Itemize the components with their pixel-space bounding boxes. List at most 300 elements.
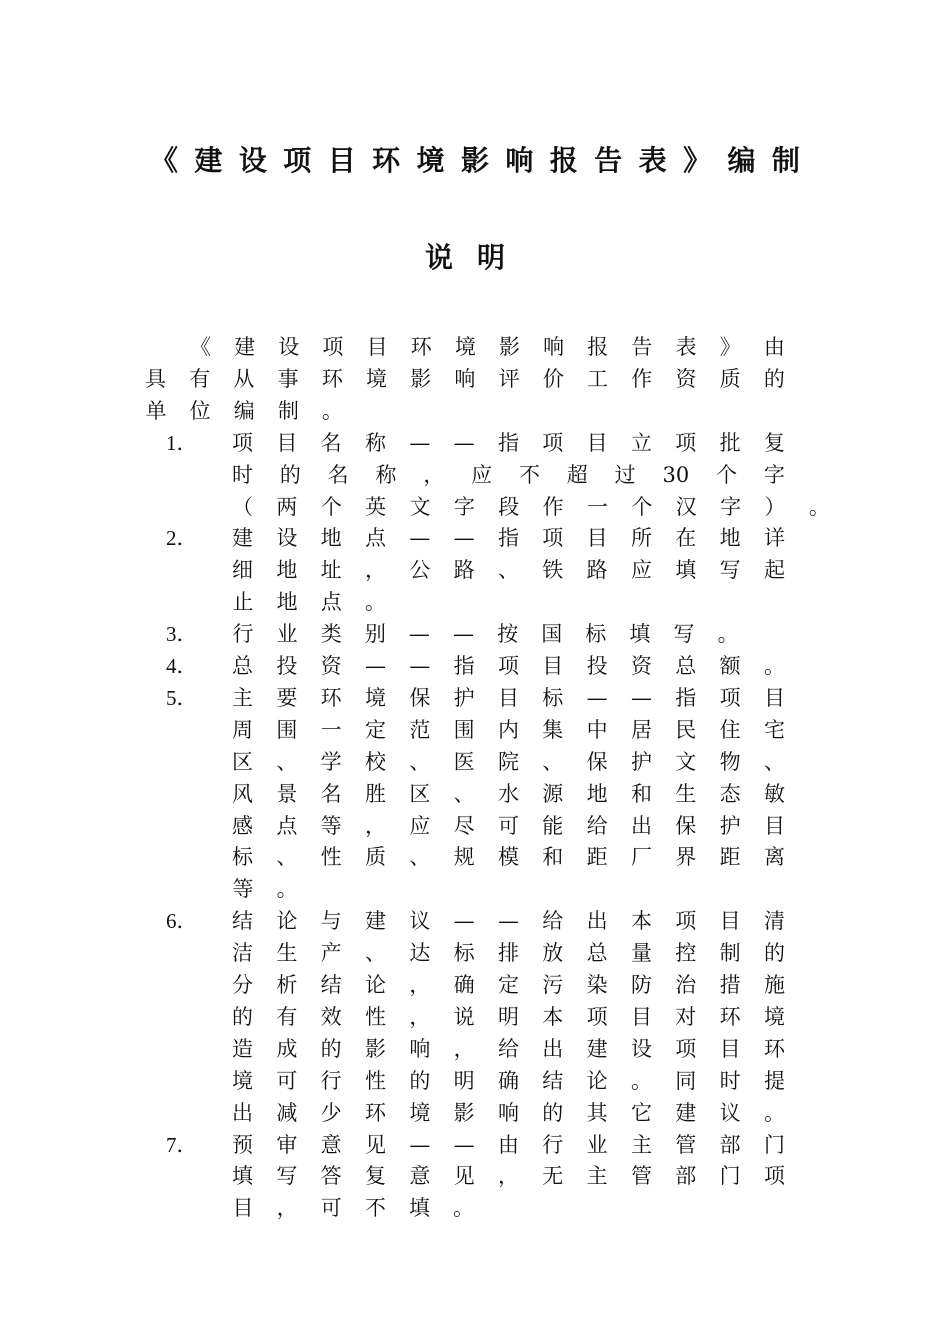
item-line-glyph: 要: [276, 685, 298, 710]
item-line-glyph: 规: [453, 845, 475, 870]
document-title-line1: [150, 141, 800, 181]
item-line-glyph: 指: [497, 526, 519, 551]
item-number: 2．: [166, 526, 198, 551]
title-line1-glyph: 项: [283, 144, 312, 177]
intro-line-glyph: 目: [366, 335, 388, 359]
item-line-glyph: 宅: [763, 717, 785, 742]
item-line-glyph: 环: [320, 685, 342, 710]
item-line-glyph: 写: [276, 1164, 298, 1189]
item-line-glyph: 址: [320, 558, 342, 583]
item-line-glyph: 目: [719, 1036, 741, 1061]
item-line-glyph: 的: [232, 1004, 253, 1029]
item-line-glyph: 填: [408, 1196, 430, 1221]
item-line-glyph: 性: [320, 845, 342, 870]
item-line-glyph: 的: [763, 941, 785, 966]
item-line-glyph: 投: [276, 654, 298, 678]
item-line-glyph: 有: [276, 1004, 298, 1029]
item-line-glyph: 两: [276, 494, 298, 519]
item-line-glyph: 不: [364, 1196, 386, 1221]
item-line-glyph: 答: [320, 1164, 342, 1189]
item-line-glyph: 、: [409, 845, 431, 870]
item-line-glyph: 环: [364, 1100, 386, 1125]
item-line-glyph: 项: [763, 1164, 785, 1189]
item-line-glyph: 由: [497, 1132, 519, 1157]
item-line: [232, 714, 785, 746]
item-line-glyph: 污: [542, 973, 564, 997]
item-line-glyph: 校: [364, 749, 386, 774]
item-line-glyph: 。: [763, 1100, 785, 1125]
item-line-glyph: ，: [409, 973, 431, 997]
item-line-glyph: 性: [364, 1004, 386, 1029]
item-line-glyph: 措: [719, 973, 741, 997]
item-line-glyph: 中: [586, 717, 608, 742]
item-line-glyph: 控: [675, 941, 697, 966]
item-line-glyph: 30: [662, 462, 690, 487]
item-line: [232, 778, 785, 810]
item-line-glyph: 确: [497, 1068, 519, 1093]
item-line-glyph: 护: [630, 749, 652, 774]
item-line-glyph: 行: [320, 1068, 342, 1093]
item-line-glyph: 管: [675, 1132, 697, 1157]
item-line-glyph: 详: [763, 526, 785, 551]
item-line-glyph: 目: [763, 813, 785, 838]
intro-line-glyph: 境: [454, 335, 476, 359]
title-line2-glyph: 说: [425, 241, 454, 274]
item-line-glyph: —: [364, 654, 386, 678]
item-line-glyph: 居: [630, 717, 652, 742]
item-line-glyph: 等: [320, 813, 342, 838]
item-number: 1．: [166, 430, 198, 455]
item-line-glyph: 、: [453, 781, 475, 806]
item-line-glyph: 设: [630, 1036, 652, 1061]
item-line: [232, 522, 785, 554]
item-line-glyph: 目: [586, 526, 608, 551]
item-line-glyph: 目: [276, 430, 298, 455]
intro-line-glyph: 具: [145, 366, 166, 391]
item-line-glyph: 析: [276, 973, 298, 997]
item-line-glyph: 质: [364, 845, 386, 870]
item-line-glyph: 。: [808, 494, 830, 519]
item-line-glyph: ）: [764, 494, 786, 519]
item-line-glyph: 明: [497, 1004, 519, 1029]
item-number: 7．: [166, 1132, 198, 1157]
item-line-glyph: 护: [453, 685, 475, 710]
item-line-glyph: 文: [409, 494, 431, 519]
intro-line-glyph: 告: [631, 335, 653, 359]
intro-line-glyph: 从: [233, 366, 255, 391]
item-line-glyph: 等: [232, 877, 254, 902]
item-line-glyph: 见: [364, 1132, 386, 1157]
intro-line: [134, 395, 354, 427]
item-line: [232, 1160, 785, 1192]
item-line-glyph: 尽: [453, 813, 475, 838]
item-line-glyph: 预: [232, 1132, 253, 1157]
item-line-glyph: 地: [586, 781, 608, 806]
intro-line: [190, 331, 785, 363]
item-line-glyph: 可: [320, 1196, 342, 1221]
item-line-glyph: 类: [320, 622, 342, 647]
intro-line-glyph: 响: [454, 366, 476, 391]
item-line-glyph: 门: [719, 1164, 741, 1189]
intro-line-glyph: 》: [719, 335, 741, 359]
intro-line-glyph: 设: [278, 335, 300, 359]
item-line-glyph: 可: [497, 813, 519, 838]
item-line-glyph: 院: [497, 749, 519, 774]
item-line-glyph: 议: [719, 1100, 741, 1125]
item-line-glyph: 主: [232, 685, 253, 710]
item-line-glyph: 项: [497, 654, 519, 678]
item-line-glyph: 源: [542, 781, 564, 806]
item-line-glyph: 集: [542, 717, 564, 742]
item-line-glyph: —: [586, 685, 608, 710]
item-line-glyph: 标: [542, 685, 564, 710]
item-line-glyph: 其: [586, 1100, 608, 1125]
item-line-glyph: 内: [497, 717, 519, 742]
item-line-glyph: 地: [276, 558, 298, 583]
intro-line-glyph: 有: [189, 366, 211, 391]
item-line-glyph: 厂: [630, 845, 652, 870]
item-line-glyph: 结: [232, 909, 253, 934]
item-line-glyph: 文: [675, 749, 697, 774]
item-line-glyph: 目: [630, 1004, 652, 1029]
item-line-glyph: 出: [586, 909, 608, 934]
item-line: [232, 969, 785, 1001]
item-line-glyph: —: [409, 430, 431, 455]
title-line1-glyph: 响: [505, 144, 534, 177]
item-line-glyph: 部: [719, 1132, 741, 1157]
item-line-glyph: 标: [453, 941, 475, 966]
item-line-glyph: 点: [364, 526, 386, 551]
item-line-glyph: 达: [409, 941, 431, 966]
item-line-glyph: 项: [719, 685, 741, 710]
item-line-glyph: 建: [675, 1100, 697, 1125]
item-line-glyph: 境: [364, 685, 386, 710]
title-line2-glyph: 明: [476, 241, 505, 274]
item-line: [232, 650, 785, 682]
intro-line-glyph: 由: [763, 335, 785, 359]
item-line-glyph: 标: [232, 845, 253, 870]
intro-line-glyph: 质: [719, 366, 741, 391]
item-line-glyph: 设: [276, 526, 298, 551]
item-line-glyph: 行: [542, 1132, 564, 1157]
item-line-glyph: 同: [675, 1068, 697, 1093]
intro-line-glyph: 报: [587, 335, 609, 359]
item-line: [232, 937, 785, 969]
title-line1-glyph: 建: [194, 144, 223, 177]
item-line-glyph: 应: [630, 558, 652, 583]
title-line1-glyph: 报: [549, 144, 578, 177]
item-line-glyph: 明: [453, 1068, 475, 1093]
item-line-glyph: 建: [232, 526, 253, 551]
item-line-glyph: 、: [497, 558, 519, 583]
item-line-glyph: 铁: [542, 558, 564, 583]
title-line1-glyph: 》: [683, 144, 712, 177]
item-line-glyph: 审: [276, 1132, 298, 1157]
item-line-glyph: 目: [542, 654, 564, 678]
intro-line-glyph: 影: [498, 335, 520, 359]
item-line-glyph: 物: [719, 749, 741, 774]
item-line-glyph: 应: [409, 813, 431, 838]
item-line: [232, 1097, 785, 1129]
item-number: 5．: [166, 685, 198, 710]
intro-line-glyph: 建: [234, 335, 256, 359]
item-line-glyph: 本: [542, 1004, 564, 1029]
item-line-glyph: —: [409, 654, 431, 678]
item-number: 3．: [166, 622, 198, 647]
title-line1-glyph: 制: [771, 144, 800, 177]
item-line-glyph: 保: [586, 749, 608, 774]
intro-line-glyph: 编: [233, 398, 255, 423]
intro-line-glyph: 位: [189, 398, 211, 423]
item-line: [232, 1033, 785, 1065]
item-line: [232, 491, 830, 523]
item-line-glyph: 区: [232, 749, 253, 774]
item-line-glyph: 、: [364, 941, 386, 966]
item-line-glyph: 学: [320, 749, 342, 774]
item-line-glyph: 个: [716, 462, 738, 487]
item-line-glyph: 门: [763, 1132, 785, 1157]
item-line-glyph: 境: [232, 1068, 253, 1093]
item-line-glyph: 投: [586, 654, 608, 678]
item-line-glyph: 周: [232, 717, 253, 742]
item-line-glyph: 过: [614, 462, 636, 487]
item-line-glyph: 目: [763, 685, 785, 710]
item-line-glyph: 总: [675, 654, 697, 678]
title-line1-glyph: 《: [150, 144, 179, 177]
item-line-glyph: 本: [630, 909, 652, 934]
item-line-glyph: 项: [675, 909, 697, 934]
item-line-glyph: 写: [719, 558, 741, 583]
item-line-glyph: 地: [719, 526, 741, 551]
item-line-glyph: ，: [497, 1164, 519, 1189]
item-line: [232, 427, 785, 459]
item-line-glyph: 时: [719, 1068, 741, 1093]
item-line-glyph: 目: [232, 1196, 254, 1221]
item-line-glyph: ，: [453, 1036, 475, 1061]
item-line-glyph: 说: [453, 1004, 475, 1029]
item-line-glyph: 指: [497, 430, 519, 455]
item-number: 6．: [166, 909, 198, 934]
item-line-glyph: 定: [364, 717, 386, 742]
item-line-glyph: 性: [364, 1068, 386, 1093]
item-line-glyph: ，: [364, 813, 386, 838]
item-line-glyph: 、: [276, 749, 298, 774]
item-line-glyph: 项: [675, 430, 697, 455]
item-line-glyph: 医: [453, 749, 475, 774]
item-line-glyph: 环: [719, 1004, 741, 1029]
item-line-glyph: 批: [719, 430, 741, 455]
item-line-glyph: 保: [675, 813, 697, 838]
item-line-glyph: ，: [409, 1004, 431, 1029]
item-line-glyph: 可: [276, 1068, 298, 1093]
item-line-glyph: 意: [320, 1132, 342, 1157]
item-line-glyph: 。: [276, 877, 298, 902]
item-line-glyph: 论: [364, 973, 386, 997]
item-line-glyph: 与: [320, 909, 342, 934]
item-line-glyph: 字: [720, 494, 742, 519]
item-line-glyph: 主: [630, 1132, 652, 1157]
item-line-glyph: 境: [763, 1004, 785, 1029]
item-line-glyph: 界: [675, 845, 697, 870]
item-line-glyph: 填: [629, 622, 651, 647]
item-line-glyph: 项: [232, 430, 253, 455]
item-line-glyph: 量: [630, 941, 652, 966]
intro-line-glyph: 环: [410, 335, 432, 359]
item-line-glyph: 无: [542, 1164, 564, 1189]
item-line-glyph: 、: [409, 749, 431, 774]
item-line-glyph: 国: [541, 622, 563, 647]
item-line-glyph: 不: [518, 462, 540, 487]
item-line-glyph: 结: [542, 1068, 564, 1093]
item-line-glyph: （: [232, 494, 253, 519]
item-line-glyph: 建: [364, 909, 386, 934]
title-line1-glyph: 告: [594, 144, 623, 177]
item-line-glyph: 范: [409, 717, 431, 742]
item-line-glyph: 目: [719, 909, 741, 934]
item-line-glyph: 行: [232, 622, 254, 647]
item-line-glyph: 名: [320, 781, 342, 806]
title-line1-glyph: 编: [727, 144, 756, 177]
item-line-glyph: 管: [630, 1164, 652, 1189]
item-line-glyph: 建: [586, 1036, 608, 1061]
item-line-glyph: 资: [630, 654, 652, 678]
item-line-glyph: 给: [586, 813, 608, 838]
item-line-glyph: 名: [320, 430, 342, 455]
item-line: [232, 905, 785, 937]
item-line-glyph: 水: [497, 781, 519, 806]
item-line: [221, 586, 397, 618]
item-line-glyph: 论: [586, 1068, 608, 1093]
item-line-glyph: 别: [364, 622, 386, 647]
item-line-glyph: 出: [630, 813, 652, 838]
item-line-glyph: 排: [497, 941, 519, 966]
item-line-glyph: 地: [320, 526, 342, 551]
intro-line-glyph: 价: [542, 366, 564, 391]
item-line: [221, 618, 750, 650]
item-line: [232, 554, 785, 586]
item-line-glyph: 复: [364, 1164, 386, 1189]
item-line-glyph: 的: [320, 1036, 342, 1061]
document-title-line2: [425, 238, 505, 278]
item-line-glyph: —: [453, 1132, 475, 1157]
item-line-glyph: 定: [497, 973, 519, 997]
item-line-glyph: 称: [364, 430, 386, 455]
item-line-glyph: 。: [717, 622, 739, 647]
item-line-glyph: 时: [232, 462, 253, 487]
intro-line-glyph: 表: [675, 335, 697, 359]
item-line: [232, 682, 785, 714]
item-line-glyph: 产: [320, 941, 342, 966]
item-line-glyph: —: [453, 909, 475, 934]
item-line-glyph: 见: [453, 1164, 475, 1189]
item-line-glyph: 部: [675, 1164, 697, 1189]
item-line-glyph: 一: [587, 494, 608, 519]
item-line: [232, 746, 785, 778]
item-line-glyph: 的: [409, 1068, 431, 1093]
item-line: [232, 810, 785, 842]
item-line-glyph: 个: [320, 494, 342, 519]
item-line-glyph: 应: [471, 462, 493, 487]
intro-line-glyph: 《: [190, 335, 211, 359]
item-line-glyph: 模: [497, 845, 519, 870]
item-line-glyph: 治: [675, 973, 697, 997]
item-line-glyph: 点: [320, 590, 342, 615]
item-line-glyph: 区: [409, 781, 431, 806]
item-line-glyph: 响: [497, 1100, 519, 1125]
item-line-glyph: 项: [542, 526, 564, 551]
item-line-glyph: 保: [409, 685, 431, 710]
item-line-glyph: 制: [719, 941, 741, 966]
item-line-glyph: 止: [232, 590, 254, 615]
item-line-glyph: 染: [586, 973, 608, 997]
item-number: 4．: [166, 654, 198, 678]
intro-line-glyph: 作: [631, 366, 653, 391]
item-line-glyph: 段: [498, 494, 520, 519]
item-line-glyph: 它: [630, 1100, 652, 1125]
item-line: [232, 459, 785, 491]
item-line-glyph: 环: [763, 1036, 785, 1061]
item-line-glyph: 确: [453, 973, 475, 997]
title-line1-glyph: 环: [372, 144, 401, 177]
item-line-glyph: 立: [630, 430, 652, 455]
item-line-glyph: —: [453, 526, 475, 551]
item-line-glyph: 景: [276, 781, 298, 806]
item-line-glyph: 距: [586, 845, 608, 870]
item-line-glyph: 按: [497, 622, 519, 647]
intro-line-glyph: 事: [277, 366, 299, 391]
item-line-glyph: 民: [675, 717, 697, 742]
item-line-glyph: 对: [675, 1004, 697, 1029]
intro-line-glyph: 环: [321, 366, 343, 391]
item-line-glyph: 指: [453, 654, 475, 678]
item-line-glyph: 感: [232, 813, 253, 838]
title-line1-glyph: 目: [327, 144, 356, 177]
item-line-glyph: 路: [586, 558, 608, 583]
intro-line-glyph: 。: [321, 398, 343, 423]
item-line-glyph: 防: [630, 973, 652, 997]
item-line-glyph: 标: [585, 622, 607, 647]
title-line1-glyph: 影: [460, 144, 489, 177]
item-line-glyph: 字: [453, 494, 475, 519]
item-line-glyph: 起: [763, 558, 785, 583]
item-line-glyph: 项: [542, 430, 564, 455]
intro-line: [145, 363, 785, 395]
item-line-glyph: 点: [276, 813, 298, 838]
item-line-glyph: 目: [497, 685, 519, 710]
item-line-glyph: —: [409, 526, 431, 551]
item-line: [232, 841, 785, 873]
item-line-glyph: 结: [320, 973, 342, 997]
item-line-glyph: ，: [364, 558, 386, 583]
item-line-glyph: 住: [719, 717, 741, 742]
intro-line-glyph: 项: [322, 335, 344, 359]
item-line-glyph: 少: [320, 1100, 342, 1125]
item-line-glyph: 目: [586, 430, 608, 455]
item-line-glyph: 减: [276, 1100, 298, 1125]
item-line-glyph: 效: [320, 1004, 342, 1029]
item-line-glyph: 态: [719, 781, 741, 806]
item-line-glyph: ，: [423, 462, 445, 487]
item-line-glyph: 清: [763, 909, 785, 934]
item-line-glyph: 的: [279, 462, 301, 487]
item-line-glyph: 影: [453, 1100, 475, 1125]
item-line-glyph: 超: [566, 462, 588, 487]
item-line-glyph: 资: [320, 654, 342, 678]
item-line-glyph: 填: [675, 558, 697, 583]
intro-line-glyph: 影: [410, 366, 432, 391]
item-line-glyph: 路: [453, 558, 475, 583]
item-line-glyph: 公: [409, 558, 431, 583]
